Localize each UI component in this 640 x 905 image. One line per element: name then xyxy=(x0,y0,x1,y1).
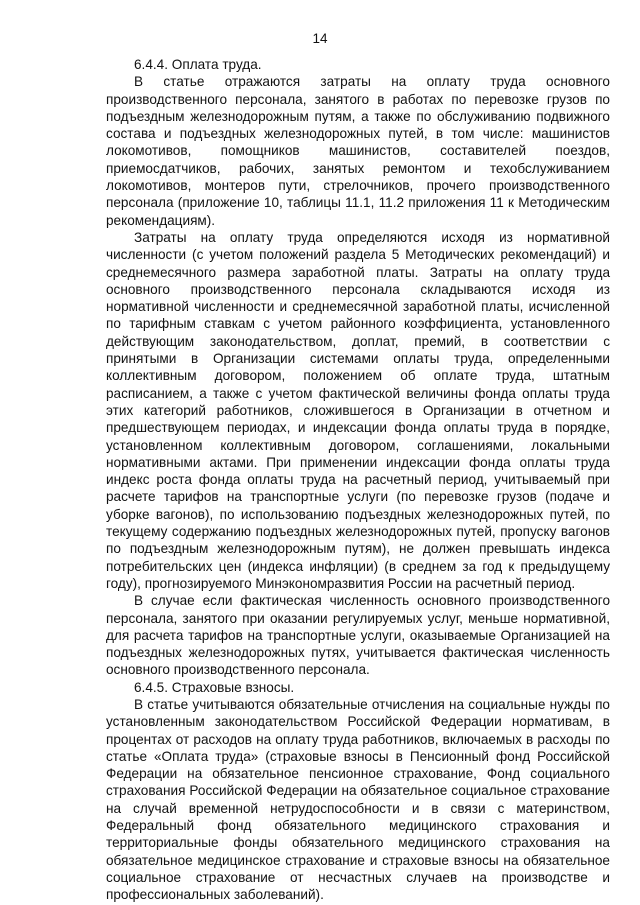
paragraph: Затраты на оплату труда определяются исходя из нормативной численности (с учетом положений раздела 5 Методических рекомендаций) и среднемесячного размера заработной платы. Затраты на оплату труда основного производственного персонала складываются исходя из нормативной численности и среднемесячной заработной платы, исчисленной по тарифным ставкам с учетом районного коэффициента, установленного действующим законодательством, доплат, премий, в соответствии с принятыми в Организации системами оплаты труда, определенными коллективным договором, положением об оплате труда, штатным расписанием, а также с учетом фактической величины фонда оплаты труда этих категорий работников, сложившегося в Организации в отчетном и предшествующем периодах, и индексации фонда оплаты труда в порядке, установленном коллективным договором, соглашениями, локальными нормативными актами. При применении индексации фонда оплаты труда индекс роста фонда оплаты труда на расчетный период, учитываемый при расчете тарифов на транспортные услуги (по перевозке грузов (подаче и уборке вагонов), по использованию подъездных железнодорожных путей, по текущему содержанию подъездных железнодорожных путей, пропуску вагонов по подъездным железнодорожным путям), не должен превышать индекса потребительских цен (индекса инфляции) (в среднем за год к предыдущему году), прогнозируемого Минэкономразвития России на расчетный период. xyxy=(106,229,610,591)
page-number: 14 xyxy=(312,31,328,46)
section-heading-6-4-5: 6.4.5. Страховые взносы. xyxy=(134,679,295,695)
paragraph: В статье отражаются затраты на оплату труда основного производственного персонала, занятого в работах по перевозке грузов по подъездным железнодорожным путям, а также по обслуживанию подвижного состава и подъездных железнодорожных путей, в том числе: машинистов локомотивов, помощников машинистов, составителей поездов, приемосдатчиков, рабочих, занятых ремонтом и техобслуживанием локомотивов, монтеров пути, стрелочников, прочего производственного персонала (приложение 10, таблицы 11.1, 11.2 приложения 11 к Методическим рекомендациям). xyxy=(106,74,610,228)
section-heading-6-4-4: 6.4.4. Оплата труда. xyxy=(134,57,262,72)
paragraph: В случае если фактическая численность основного производственного персонала, занятого при оказании регулируемых услуг, меньше нормативной, для расчета тарифов на транспортные услуги, оказываемые Организацией на подъездных железнодорожных путях, учитывается фактическая численность основного производственного персонала. xyxy=(106,593,610,678)
body-text xyxy=(106,56,610,904)
paragraph: В статье учитываются обязательные отчисления на социальные нужды по установленным законодательством Российской Федерации нормативам, в процентах от расходов на оплату труда работников, включаемых в расходы по статье «Оплата труда» (страховые взносы в Пенсионный фонд Российской Федерации на обязательное пенсионное страхование, Фонд социального страхования Российской Федерации на обязательное социальное страхование на случай временной нетрудоспособности и в связи с материнством, Федеральный фонд обязательного медицинского страхования и территориальные фонды обязательного медицинского страхования на обязательное медицинское страхование и страховые взносы на обязательное социальное страхование от несчастных случаев на производстве и профессиональных заболеваний). xyxy=(106,696,610,903)
